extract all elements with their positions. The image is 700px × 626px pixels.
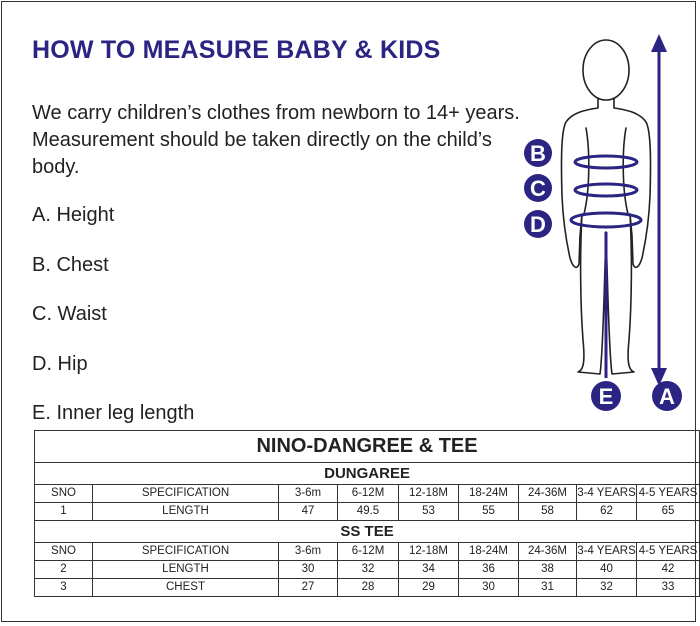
child-body-figure — [515, 30, 700, 415]
measurement-height: A. Height — [32, 204, 115, 226]
measurement-inner-leg: E. Inner leg length — [32, 402, 195, 424]
table-cell: 58 — [519, 503, 577, 521]
table-cell: 3 — [35, 579, 93, 597]
table-cell: 33 — [637, 579, 700, 597]
marker-d-label: D — [530, 212, 546, 237]
marker-e-label: E — [598, 384, 614, 409]
table-cell: 42 — [637, 561, 700, 579]
header-cell: SNO — [35, 543, 93, 561]
header-cell: 24-36M — [519, 485, 577, 503]
header-cell: SNO — [35, 485, 93, 503]
table-row — [35, 561, 700, 579]
measurement-hip: D. Hip — [32, 353, 88, 375]
marker-b — [524, 139, 552, 167]
table-cell: 47 — [279, 503, 338, 521]
header-cell: 24-36M — [519, 543, 577, 561]
table-header-row — [35, 543, 700, 561]
section-title-row — [35, 463, 700, 485]
table-title-row — [35, 431, 700, 463]
header-cell: 18-24M — [459, 485, 519, 503]
table-cell: 65 — [637, 503, 700, 521]
header-cell: 12-18M — [399, 543, 459, 561]
header-cell: 3-6m — [279, 485, 338, 503]
table-cell: 32 — [577, 579, 637, 597]
header-cell: 6-12M — [338, 485, 399, 503]
table-cell: 40 — [577, 561, 637, 579]
table-row — [35, 503, 700, 521]
table-cell: LENGTH — [93, 561, 279, 579]
header-cell: 4-5 YEARS — [637, 485, 700, 503]
header-cell: 4-5 YEARS — [637, 543, 700, 561]
header-cell: 3-6m — [279, 543, 338, 561]
header-cell: 18-24M — [459, 543, 519, 561]
header-cell: SPECIFICATION — [93, 485, 279, 503]
table-header-row — [35, 485, 700, 503]
table-cell: 30 — [279, 561, 338, 579]
table-cell: 27 — [279, 579, 338, 597]
table-cell: 2 — [35, 561, 93, 579]
table-cell: 53 — [399, 503, 459, 521]
table-cell: 1 — [35, 503, 93, 521]
table-cell: 29 — [399, 579, 459, 597]
header-cell: 6-12M — [338, 543, 399, 561]
table-cell: 34 — [399, 561, 459, 579]
section-title-ss-tee: SS TEE — [35, 521, 700, 543]
marker-c-label: C — [530, 176, 546, 201]
table-cell: 38 — [519, 561, 577, 579]
intro-text: We carry children’s clothes from newborn to 14+ years. Measurement should be taken directly on the child’s body. — [32, 102, 520, 178]
table-cell: 28 — [338, 579, 399, 597]
marker-a — [652, 381, 682, 411]
section-title-row — [35, 521, 700, 543]
size-chart-table — [34, 430, 700, 597]
header-cell: 3-4 YEARS — [577, 485, 637, 503]
table-cell: CHEST — [93, 579, 279, 597]
header-cell: 3-4 YEARS — [577, 543, 637, 561]
table-cell: 36 — [459, 561, 519, 579]
table-title: NINO-DANGREE & TEE — [35, 431, 700, 463]
table-cell: 62 — [577, 503, 637, 521]
measurement-waist: C. Waist — [32, 303, 107, 325]
marker-b-label: B — [530, 141, 546, 166]
marker-a-label: A — [659, 384, 675, 409]
table-row — [35, 579, 700, 597]
header-cell: SPECIFICATION — [93, 543, 279, 561]
table-cell: LENGTH — [93, 503, 279, 521]
measurement-chest: B. Chest — [32, 254, 109, 276]
table-cell: 31 — [519, 579, 577, 597]
table-cell: 30 — [459, 579, 519, 597]
table-cell: 49.5 — [338, 503, 399, 521]
header-cell: 12-18M — [399, 485, 459, 503]
table-cell: 55 — [459, 503, 519, 521]
section-title-dungaree: DUNGAREE — [35, 463, 700, 485]
marker-e — [591, 381, 621, 411]
marker-c — [524, 174, 552, 202]
page-title: HOW TO MEASURE BABY & KIDS — [32, 36, 441, 64]
marker-d — [524, 210, 552, 238]
table-cell: 32 — [338, 561, 399, 579]
